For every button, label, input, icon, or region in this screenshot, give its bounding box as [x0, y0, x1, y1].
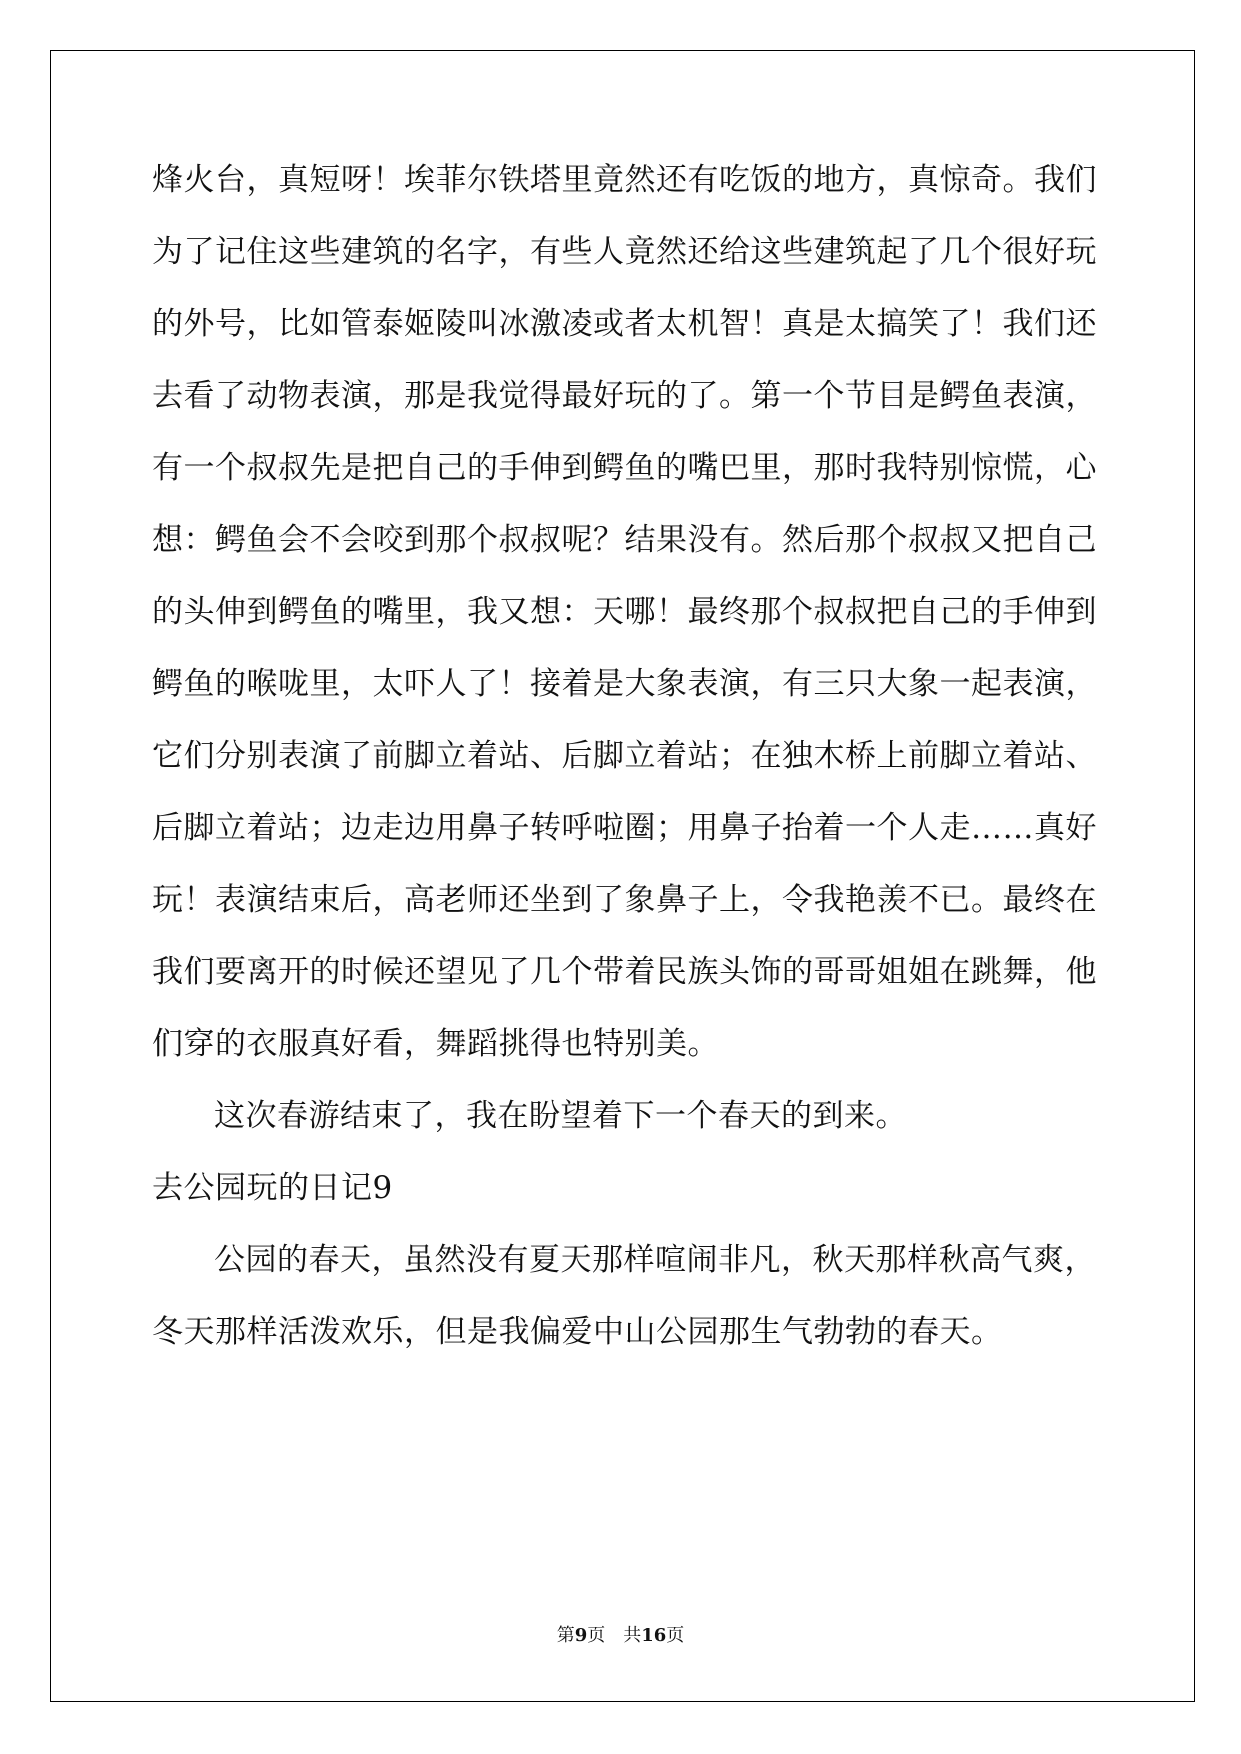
text-line: 冬天那样活泼欢乐，但是我偏爱中山公园那生气勃勃的春天。	[152, 1314, 1003, 1350]
text-line: 的头伸到鳄鱼的嘴里，我又想：天哪！最终那个叔叔把自己的手伸到	[152, 594, 1097, 630]
paragraph-closing: 这次春游结束了，我在盼望着下一个春天的到来。	[214, 1098, 907, 1134]
text-line: 有一个叔叔先是把自己的手伸到鳄鱼的嘴巴里，那时我特别惊慌，心	[152, 450, 1097, 486]
page-border	[50, 50, 1195, 1702]
text-line: 公园的春天，虽然没有夏天那样喧闹非凡，秋天那样秋高气爽，	[214, 1242, 1096, 1278]
text-line: 鳄鱼的喉咙里，太吓人了！接着是大象表演，有三只大象一起表演，	[152, 666, 1097, 702]
footer-middle: 页 共	[587, 1625, 642, 1646]
footer-suffix: 页	[666, 1625, 685, 1646]
section-title: 去公园玩的日记9	[152, 1170, 393, 1206]
footer-prefix: 第	[556, 1625, 575, 1646]
text-line: 去看了动物表演，那是我觉得最好玩的了。第一个节目是鳄鱼表演，	[152, 378, 1097, 414]
text-line: 烽火台，真短呀！埃菲尔铁塔里竟然还有吃饭的地方，真惊奇。我们	[152, 162, 1097, 198]
text-line: 为了记住这些建筑的名字，有些人竟然还给这些建筑起了几个很好玩	[152, 234, 1097, 270]
footer-total-pages: 16	[641, 1625, 667, 1646]
text-line: 们穿的衣服真好看，舞蹈挑得也特别美。	[152, 1026, 719, 1062]
text-line: 我们要离开的时候还望见了几个带着民族头饰的哥哥姐姐在跳舞，他	[152, 954, 1097, 990]
text-line: 后脚立着站；边走边用鼻子转呼啦圈；用鼻子抬着一个人走……真好	[152, 810, 1097, 846]
text-line: 的外号，比如管泰姬陵叫冰激凌或者太机智！真是太搞笑了！我们还	[152, 306, 1097, 342]
text-line: 想：鳄鱼会不会咬到那个叔叔呢？结果没有。然后那个叔叔又把自己	[152, 522, 1097, 558]
footer-page-number: 9	[574, 1625, 588, 1646]
text-line: 它们分别表演了前脚立着站、后脚立着站；在独木桥上前脚立着站、	[152, 738, 1097, 774]
page-footer	[0, 1624, 1241, 1648]
text-line: 玩！表演结束后，高老师还坐到了象鼻子上，令我艳羡不已。最终在	[152, 882, 1097, 918]
